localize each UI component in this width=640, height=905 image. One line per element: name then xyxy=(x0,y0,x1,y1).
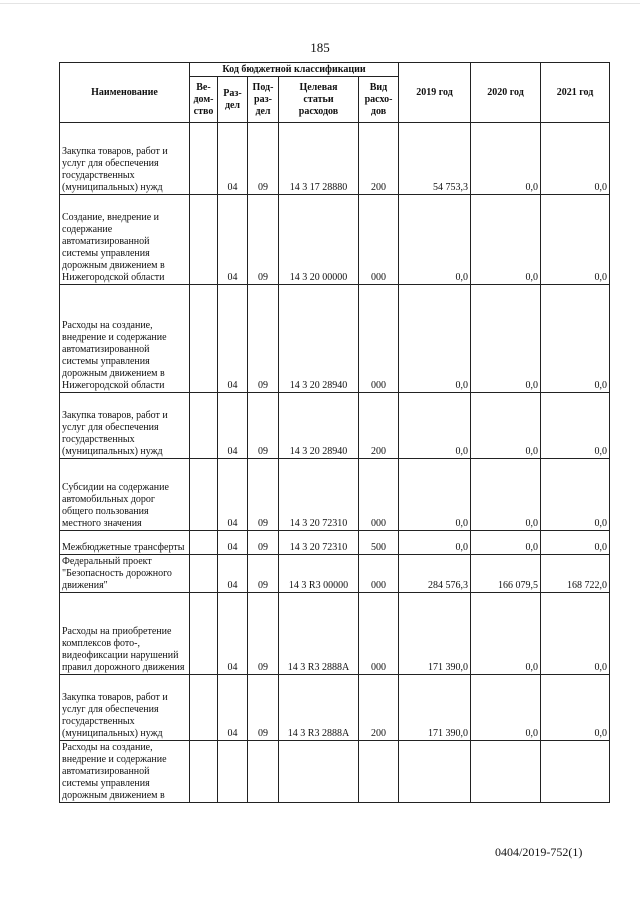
row-podrazdel: 09 xyxy=(248,459,279,531)
row-expense-type: 200 xyxy=(359,393,399,459)
row-razdel: 04 xyxy=(218,675,248,741)
row-target-article: 14 3 R3 00000 xyxy=(279,555,359,593)
row-2021-value: 0,0 xyxy=(541,459,610,531)
row-vedomstvo xyxy=(190,123,218,195)
row-name: Федеральный проект "Безопасность дорожного движения" xyxy=(60,555,190,593)
row-2021-value: 0,0 xyxy=(541,675,610,741)
row-razdel: 04 xyxy=(218,531,248,555)
row-target-article: 14 3 R3 2888A xyxy=(279,675,359,741)
row-vedomstvo xyxy=(190,741,218,803)
row-expense-type: 200 xyxy=(359,675,399,741)
header-vedomstvo: Ве- дом- ство xyxy=(190,77,218,123)
row-name: Создание, внедрение и содержание автоматизированной системы управления дорожным движением в Нижегородской области xyxy=(60,195,190,285)
row-razdel xyxy=(218,741,248,803)
row-podrazdel: 09 xyxy=(248,593,279,675)
row-expense-type: 000 xyxy=(359,459,399,531)
row-2020-value: 0,0 xyxy=(471,459,541,531)
row-2020-value xyxy=(471,741,541,803)
row-podrazdel: 09 xyxy=(248,123,279,195)
row-2020-value: 0,0 xyxy=(471,593,541,675)
row-name: Субсидии на содержание автомобильных дорог общего пользования местного значения xyxy=(60,459,190,531)
row-podrazdel: 09 xyxy=(248,555,279,593)
table-row xyxy=(60,741,610,803)
table-row xyxy=(60,555,610,593)
row-2020-value: 166 079,5 xyxy=(471,555,541,593)
row-target-article: 14 3 20 00000 xyxy=(279,195,359,285)
row-2021-value: 0,0 xyxy=(541,195,610,285)
row-vedomstvo xyxy=(190,675,218,741)
row-expense-type: 000 xyxy=(359,195,399,285)
row-podrazdel: 09 xyxy=(248,393,279,459)
row-vedomstvo xyxy=(190,593,218,675)
row-vedomstvo xyxy=(190,531,218,555)
table-row xyxy=(60,123,610,195)
row-name: Расходы на создание, внедрение и содержание автоматизированной системы управления дорожным движением в xyxy=(60,741,190,803)
row-2019-value xyxy=(399,741,471,803)
row-razdel: 04 xyxy=(218,555,248,593)
row-2019-value: 0,0 xyxy=(399,285,471,393)
table-row xyxy=(60,593,610,675)
row-2021-value: 168 722,0 xyxy=(541,555,610,593)
page-number: 185 xyxy=(310,40,330,55)
document-code: 0404/2019-752(1) xyxy=(495,845,583,859)
row-2020-value: 0,0 xyxy=(471,531,541,555)
row-2021-value: 0,0 xyxy=(541,593,610,675)
row-razdel: 04 xyxy=(218,593,248,675)
header-budget-code: Код бюджетной классификации xyxy=(190,63,399,77)
row-name: Закупка товаров, работ и услуг для обеспечения государственных (муниципальных) нужд xyxy=(60,393,190,459)
row-2020-value: 0,0 xyxy=(471,393,541,459)
row-2019-value: 0,0 xyxy=(399,195,471,285)
row-name: Закупка товаров, работ и услуг для обеспечения государственных (муниципальных) нужд xyxy=(60,123,190,195)
row-target-article xyxy=(279,741,359,803)
row-expense-type: 000 xyxy=(359,555,399,593)
row-target-article: 14 3 20 72310 xyxy=(279,531,359,555)
table-row xyxy=(60,675,610,741)
row-2020-value: 0,0 xyxy=(471,675,541,741)
row-2019-value: 54 753,3 xyxy=(399,123,471,195)
table-row xyxy=(60,393,610,459)
row-vedomstvo xyxy=(190,285,218,393)
row-expense-type: 000 xyxy=(359,285,399,393)
row-name: Закупка товаров, работ и услуг для обеспечения государственных (муниципальных) нужд xyxy=(60,675,190,741)
row-2021-value: 0,0 xyxy=(541,123,610,195)
row-vedomstvo xyxy=(190,393,218,459)
header-razdel: Раз- дел xyxy=(218,77,248,123)
row-razdel: 04 xyxy=(218,459,248,531)
row-vedomstvo xyxy=(190,555,218,593)
table-row xyxy=(60,531,610,555)
budget-table xyxy=(59,62,610,803)
row-vedomstvo xyxy=(190,459,218,531)
table-row xyxy=(60,459,610,531)
header-name: Наименование xyxy=(60,63,190,123)
row-podrazdel xyxy=(248,741,279,803)
row-target-article: 14 3 20 72310 xyxy=(279,459,359,531)
row-name: Расходы на создание, внедрение и содержание автоматизированной системы управления дорожным движением в Нижегородской области xyxy=(60,285,190,393)
row-expense-type xyxy=(359,741,399,803)
scan-edge-top xyxy=(0,3,640,4)
row-expense-type: 000 xyxy=(359,593,399,675)
row-2021-value: 0,0 xyxy=(541,285,610,393)
row-target-article: 14 3 20 28940 xyxy=(279,285,359,393)
row-2019-value: 0,0 xyxy=(399,531,471,555)
header-expense-type: Вид расхо- дов xyxy=(359,77,399,123)
row-2020-value: 0,0 xyxy=(471,285,541,393)
table-row xyxy=(60,195,610,285)
row-2019-value: 0,0 xyxy=(399,393,471,459)
row-2020-value: 0,0 xyxy=(471,123,541,195)
row-podrazdel: 09 xyxy=(248,675,279,741)
row-razdel: 04 xyxy=(218,285,248,393)
row-vedomstvo xyxy=(190,195,218,285)
row-razdel: 04 xyxy=(218,393,248,459)
row-2021-value: 0,0 xyxy=(541,393,610,459)
table-row xyxy=(60,285,610,393)
row-name: Расходы на приобретение комплексов фото-, видеофиксации нарушений правил дорожного движения xyxy=(60,593,190,675)
row-name: Межбюджетные трансферты xyxy=(60,531,190,555)
header-podrazdel: Под- раз- дел xyxy=(248,77,279,123)
row-2019-value: 171 390,0 xyxy=(399,675,471,741)
row-podrazdel: 09 xyxy=(248,195,279,285)
row-2021-value: 0,0 xyxy=(541,531,610,555)
row-expense-type: 200 xyxy=(359,123,399,195)
row-podrazdel: 09 xyxy=(248,531,279,555)
header-target-article: Целевая статьи расходов xyxy=(279,77,359,123)
row-2019-value: 171 390,0 xyxy=(399,593,471,675)
row-2019-value: 0,0 xyxy=(399,459,471,531)
row-razdel: 04 xyxy=(218,123,248,195)
row-2019-value: 284 576,3 xyxy=(399,555,471,593)
row-2020-value: 0,0 xyxy=(471,195,541,285)
row-razdel: 04 xyxy=(218,195,248,285)
row-target-article: 14 3 R3 2888A xyxy=(279,593,359,675)
row-target-article: 14 3 20 28940 xyxy=(279,393,359,459)
row-podrazdel: 09 xyxy=(248,285,279,393)
row-expense-type: 500 xyxy=(359,531,399,555)
header-2021: 2021 год xyxy=(541,63,610,123)
header-2019: 2019 год xyxy=(399,63,471,123)
row-target-article: 14 3 17 28880 xyxy=(279,123,359,195)
header-2020: 2020 год xyxy=(471,63,541,123)
row-2021-value xyxy=(541,741,610,803)
